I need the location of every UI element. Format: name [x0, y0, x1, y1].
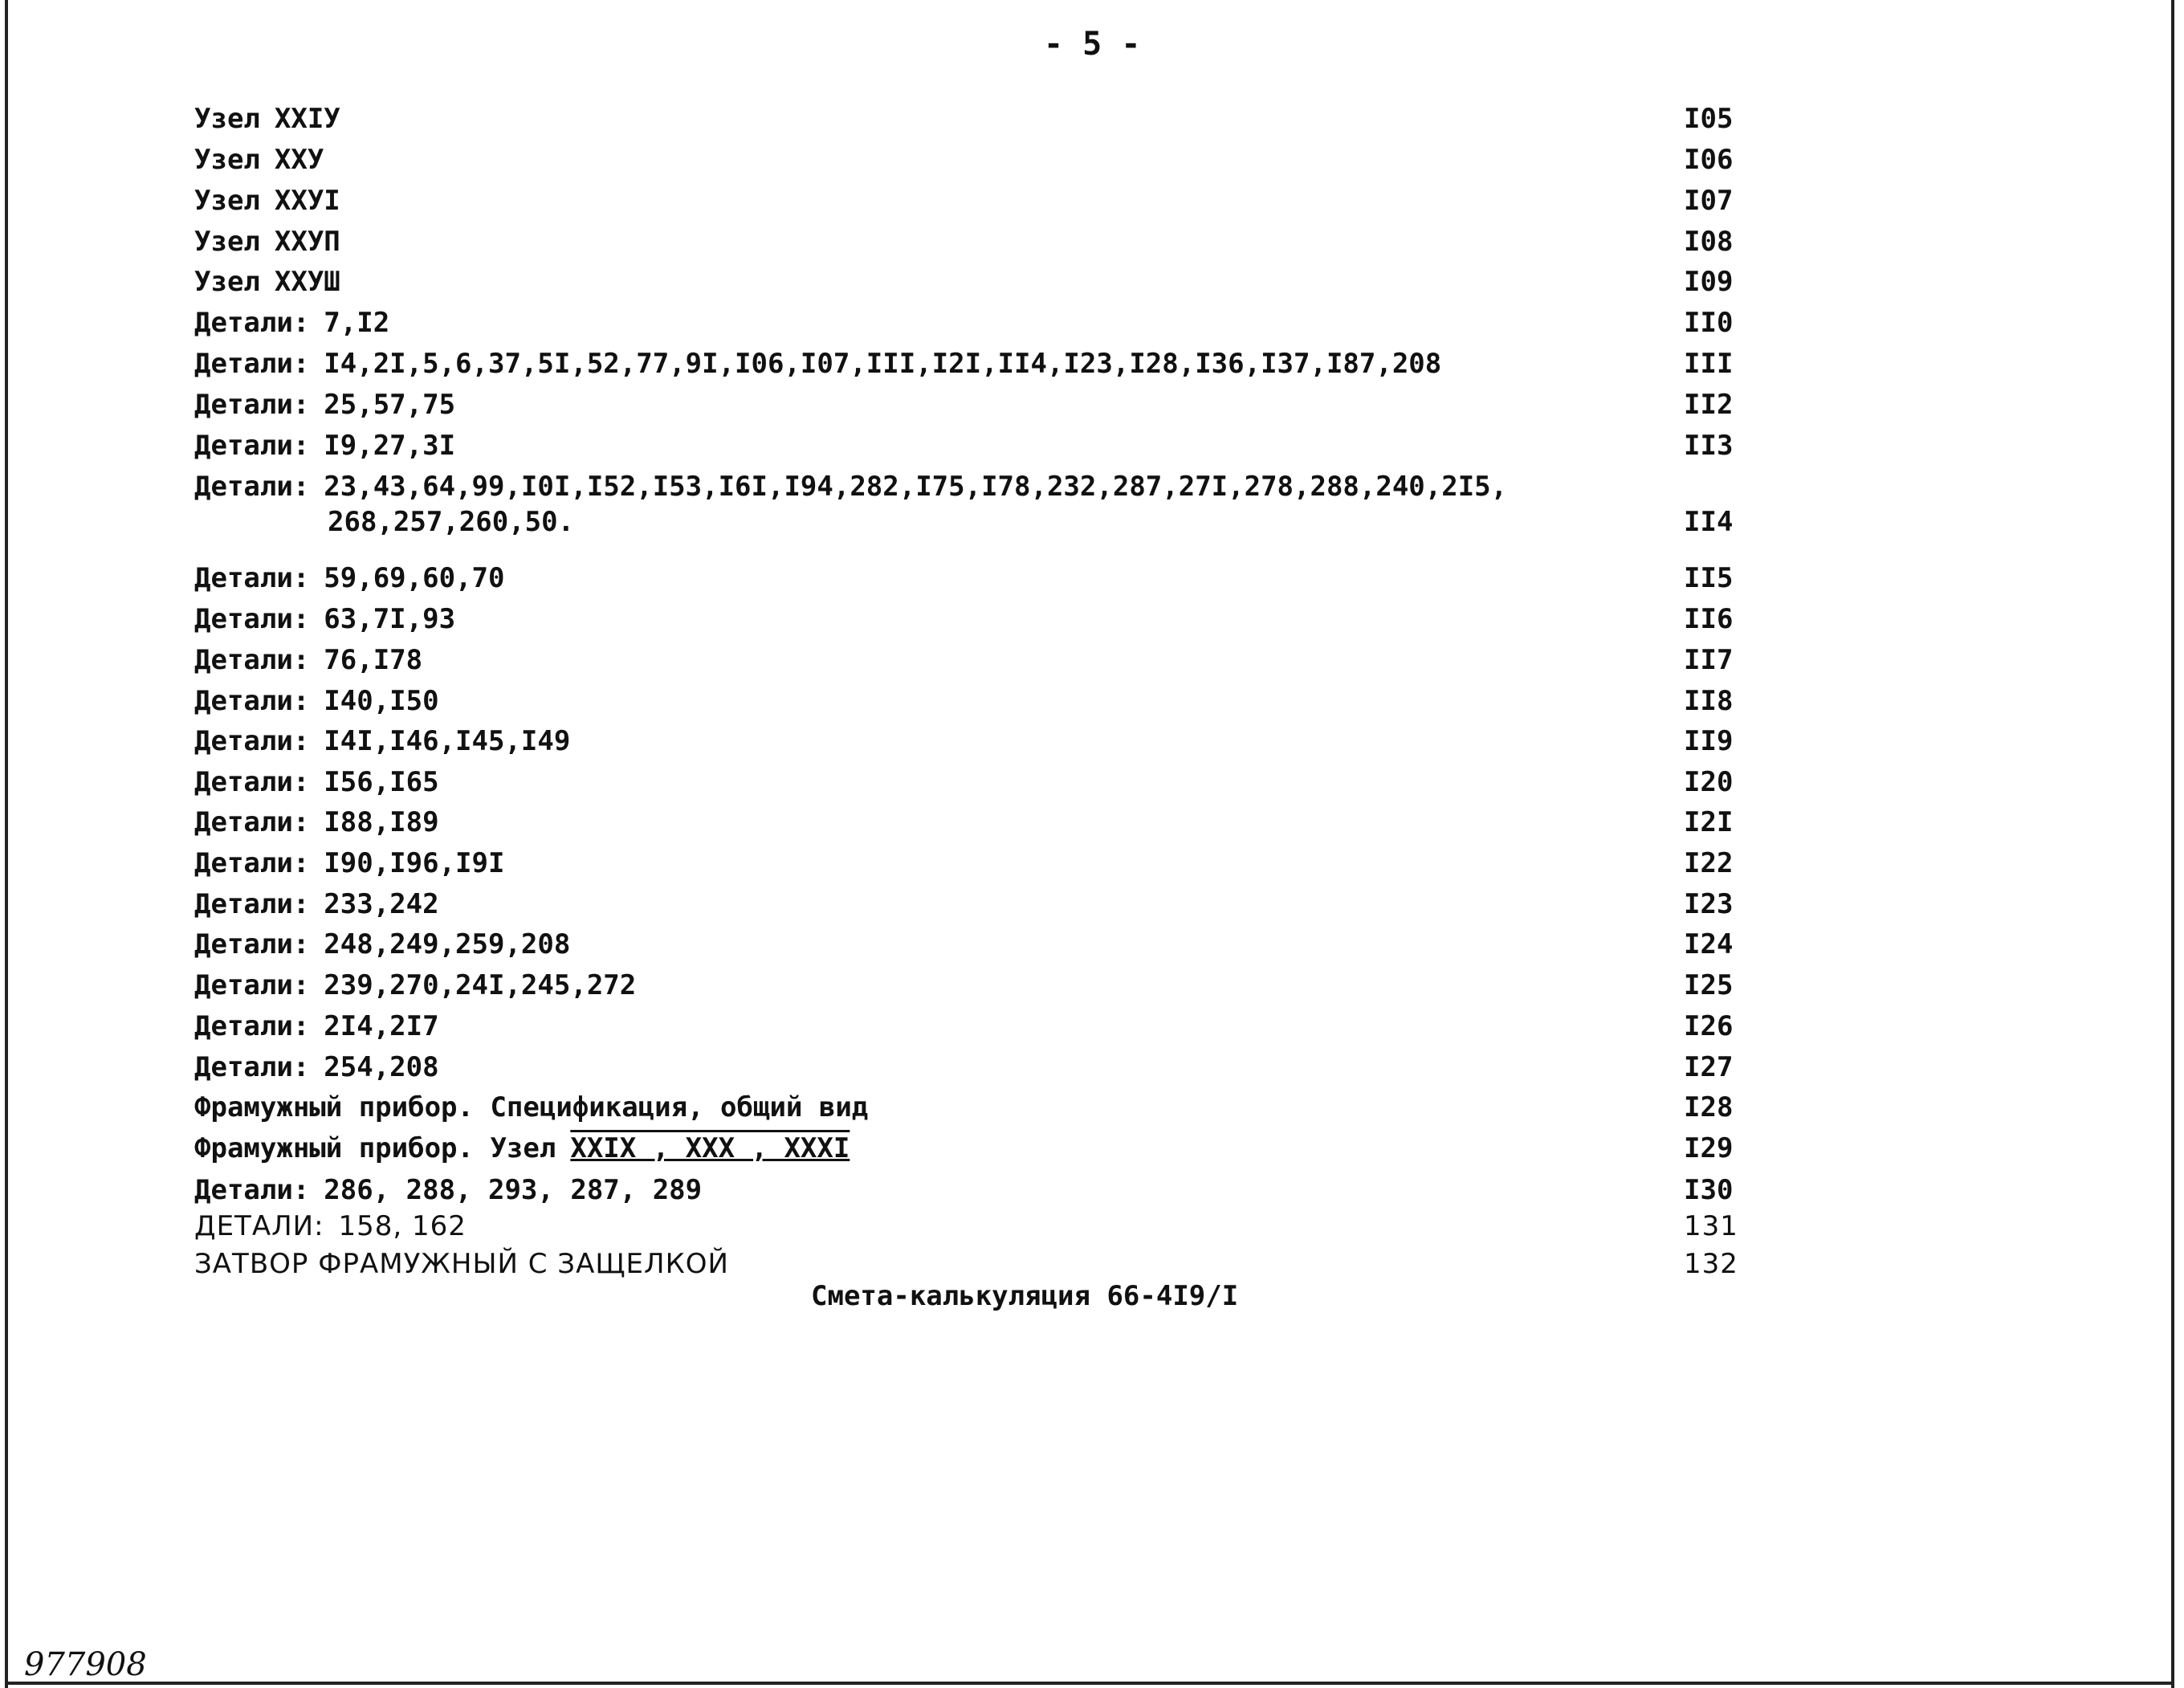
toc-row — [194, 1209, 1736, 1244]
toc-row — [194, 561, 1736, 596]
toc-row — [194, 887, 1736, 922]
entry-label: Детали: — [194, 685, 310, 717]
entry-details-continued: 268,257,260,50. — [328, 506, 575, 538]
toc-row — [194, 346, 1736, 381]
entry-page: I24 — [1684, 928, 1734, 960]
entry-details: 158, 162 — [338, 1210, 467, 1242]
toc-row — [194, 469, 1736, 540]
entry-page: I20 — [1684, 766, 1734, 798]
toc-row — [194, 387, 1736, 422]
entry-label: Детали: — [194, 471, 310, 503]
entry-details: 25,57,75 — [324, 389, 456, 421]
entry-page: I28 — [1684, 1091, 1734, 1123]
entry-label: Детали: — [194, 969, 310, 1001]
entry-page: I06 — [1684, 144, 1734, 176]
entry-label: Детали: — [194, 725, 310, 757]
toc-row — [194, 224, 1736, 259]
entry-details: 2I4,2I7 — [324, 1010, 439, 1042]
entry-details: XXIУ — [274, 103, 340, 135]
entry-label: Узел — [194, 144, 260, 176]
entry-page: II0 — [1684, 307, 1734, 339]
entry-label: Узел — [194, 103, 260, 135]
toc-row — [194, 305, 1736, 340]
entry-page: I27 — [1684, 1051, 1734, 1083]
toc-row — [194, 1246, 1736, 1282]
toc-row — [194, 601, 1736, 637]
entry-page: II8 — [1684, 685, 1734, 717]
entry-page: I25 — [1684, 969, 1734, 1001]
entry-details: I88,I89 — [324, 806, 439, 838]
entry-label: Узел — [194, 266, 260, 298]
toc-row — [194, 264, 1736, 300]
toc-row — [194, 927, 1736, 962]
toc-row — [194, 1050, 1736, 1085]
entry-page: II6 — [1684, 603, 1734, 635]
entry-page: II2 — [1684, 389, 1734, 421]
entry-details: 76,I78 — [324, 644, 423, 676]
handwritten-number: 977908 — [24, 1646, 147, 1683]
entry-label: Детали: — [194, 1010, 310, 1042]
entry-page: 131 — [1684, 1210, 1738, 1242]
entry-label: Детали: — [194, 888, 310, 920]
entry-label: Детали: — [194, 430, 310, 462]
entry-page: 132 — [1684, 1248, 1738, 1280]
entry-details: 23,43,64,99,I0I,I52,I53,I6I,I94,282,I75,I78,232,287,27I,278,288,240,2I5, — [324, 471, 1508, 503]
entry-page: II5 — [1684, 562, 1734, 594]
entry-label: Детали: — [194, 307, 310, 339]
entry-label: ДЕТАЛИ: — [194, 1210, 324, 1242]
entry-label: Детали: — [194, 847, 310, 879]
entry-page: II3 — [1684, 430, 1734, 462]
entry-page: II7 — [1684, 644, 1734, 676]
entry-label: Детали: — [194, 806, 310, 838]
estimate-subtitle: Смета-калькуляция 66-4I9/I — [811, 1280, 1239, 1312]
entry-details: 63,7I,93 — [324, 603, 456, 635]
page-border-right — [2171, 0, 2174, 1688]
entry-details: I4I,I46,I45,I49 — [324, 725, 571, 757]
entry-details: 233,242 — [324, 888, 439, 920]
entry-label: Детали: — [194, 766, 310, 798]
entry-details: 59,69,60,70 — [324, 562, 505, 594]
toc-row — [194, 764, 1736, 800]
entry-details: I4,2I,5,6,37,5I,52,77,9I,I06,I07,III,I2I,II4,I23,I28,I36,I37,I87,208 — [324, 348, 1442, 380]
entry-details: XXУП — [274, 226, 340, 258]
toc-row — [194, 428, 1736, 463]
entry-page: I05 — [1684, 103, 1734, 135]
toc-row — [194, 846, 1736, 881]
entry-label: Детали: — [194, 603, 310, 635]
entry-details: I56,I65 — [324, 766, 439, 798]
page-border-left — [5, 0, 8, 1688]
toc-row — [194, 183, 1736, 218]
entry-label: ЗАТВОР ФРАМУЖНЫЙ С ЗАЩЕЛКОЙ — [194, 1248, 729, 1280]
entry-page: III — [1684, 348, 1734, 380]
entry-label: Детали: — [194, 1174, 310, 1206]
entry-details: 286, 288, 293, 287, 289 — [324, 1174, 703, 1206]
toc-row — [194, 805, 1736, 840]
entry-page: I08 — [1684, 226, 1734, 258]
entry-page: II4 — [1684, 506, 1734, 538]
entry-details: 248,249,259,208 — [324, 928, 571, 960]
page-number: - 5 - — [1044, 26, 1141, 63]
entry-details: I9,27,3I — [324, 430, 456, 462]
entry-label: Детали: — [194, 389, 310, 421]
entry-details: I40,I50 — [324, 685, 439, 717]
entry-label: Узел — [194, 226, 260, 258]
entry-details: 7,I2 — [324, 307, 390, 339]
toc-row — [194, 101, 1736, 137]
entry-details: XXУШ — [274, 266, 340, 298]
entry-details: I90,I96,I9I — [324, 847, 505, 879]
toc-row — [194, 683, 1736, 719]
entry-page: I29 — [1684, 1132, 1734, 1164]
entry-page: I09 — [1684, 266, 1734, 298]
entry-label: Детали: — [194, 928, 310, 960]
entry-label: Детали: — [194, 348, 310, 380]
entry-page: I26 — [1684, 1010, 1734, 1042]
entry-label: Узел — [194, 185, 260, 217]
entry-page: I2I — [1684, 806, 1734, 838]
entry-page: I22 — [1684, 847, 1734, 879]
entry-page: I23 — [1684, 888, 1734, 920]
toc-row — [194, 1172, 1736, 1208]
entry-label: Детали: — [194, 562, 310, 594]
toc-row — [194, 1090, 1736, 1125]
toc-row — [194, 142, 1736, 177]
entry-details: XXУI — [274, 185, 340, 217]
toc-row — [194, 642, 1736, 678]
entry-details: 254,208 — [324, 1051, 439, 1083]
toc-row — [194, 1131, 1736, 1166]
entry-details: XXУ — [274, 144, 324, 176]
entry-label: Фрамужный прибор. Узел — [194, 1132, 556, 1164]
entry-label: Детали: — [194, 644, 310, 676]
toc-row — [194, 1009, 1736, 1044]
entry-label: Детали: — [194, 1051, 310, 1083]
entry-page: II9 — [1684, 725, 1734, 757]
entry-details: 239,270,24I,245,272 — [324, 969, 637, 1001]
entry-label: Фрамужный прибор. Спецификация, общий вид — [194, 1091, 869, 1123]
entry-page: I07 — [1684, 185, 1734, 217]
page-border-bottom — [5, 1682, 2174, 1685]
toc-row — [194, 968, 1736, 1003]
toc-row — [194, 724, 1736, 759]
entry-page: I30 — [1684, 1174, 1734, 1206]
entry-details: XXIX , XXX , XXXI — [570, 1132, 850, 1164]
